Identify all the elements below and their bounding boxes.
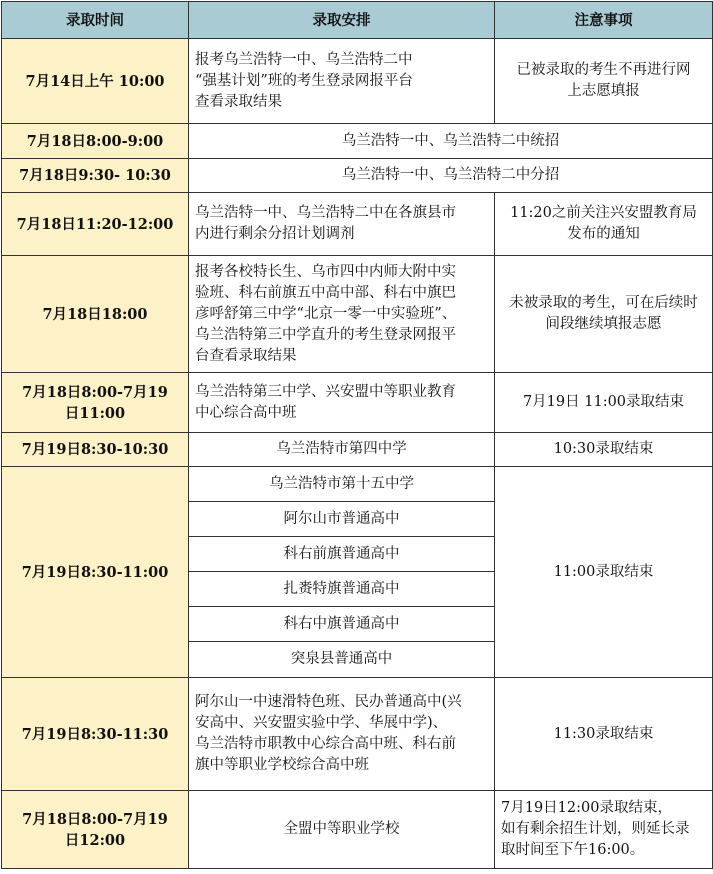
text-line: 乌兰浩特第三中学直升的考生登录网报平 (195, 326, 456, 343)
header-arrangement: 录取安排 (189, 2, 495, 39)
arrangement-cell: 乌兰浩特一中、乌兰浩特二中统招 (189, 124, 713, 159)
table-row (2, 256, 713, 373)
text-line: 台查看录取结果 (195, 347, 297, 364)
table-row (2, 159, 713, 193)
table-row (2, 39, 713, 124)
header-time: 录取时间 (2, 2, 189, 39)
table-row (2, 791, 713, 869)
note-cell (495, 791, 713, 869)
admission-schedule-table (1, 1, 713, 869)
note-cell: 10:30录取结束 (495, 433, 713, 467)
text-line: 乌兰浩特第三中学、兴安盟中等职业教育 (195, 383, 456, 400)
time-cell: 7月19日8:30-10:30 (2, 433, 189, 467)
text-line: 取时间至下午16:00。 (501, 842, 645, 858)
text-line: 如有剩余招生计划，则延长录 (501, 821, 690, 837)
note-cell: 7月19日 11:00录取结束 (495, 373, 713, 433)
text-line: 乌兰浩特一中、乌兰浩特二中在各旗县市 (195, 205, 456, 221)
time-cell (2, 373, 189, 433)
table-row (2, 193, 713, 256)
table-row (2, 678, 713, 791)
note-cell (495, 39, 713, 124)
school-cell: 科右前旗普通高中 (189, 537, 495, 572)
time-cell: 7月18日9:30- 10:30 (2, 159, 189, 193)
text-line: 中心综合高中班 (195, 404, 297, 421)
text-line: 乌兰浩特市职教中心综合高中班、科右前 (195, 736, 456, 752)
school-cell: 科右中旗普通高中 (189, 607, 495, 642)
note-cell (495, 193, 713, 256)
text-line: 上志愿填报 (567, 83, 640, 99)
arrangement-cell (189, 373, 495, 433)
arrangement-cell (189, 39, 495, 124)
text-line: 7月18日8:00-7月19 (22, 383, 168, 401)
text-line: 间段继续填报志愿 (545, 316, 662, 332)
school-cell: 乌兰浩特市第十五中学 (189, 467, 495, 502)
text-line: 阿尔山一中速滑特色班、民办普通高中(兴 (195, 694, 462, 710)
table-row (2, 124, 713, 159)
text-line: 7月18日8:00-7月19 (22, 810, 168, 828)
school-cell: 扎赉特旗普通高中 (189, 572, 495, 607)
note-cell: 11:00录取结束 (495, 467, 713, 678)
note-cell: 11:30录取结束 (495, 678, 713, 791)
header-row (2, 2, 713, 39)
text-line: 彦呼舒第三中学“北京一零一中实验班”、 (195, 305, 457, 322)
text-line: 日12:00 (64, 831, 126, 849)
time-cell: 7月18日8:00-9:00 (2, 124, 189, 159)
text-line: 发布的通知 (567, 226, 640, 242)
text-line: 报考乌兰浩特一中、乌兰浩特二中 (195, 51, 413, 68)
text-line: 未被录取的考生，可在后续时 (509, 295, 698, 311)
arrangement-cell: 全盟中等职业学校 (189, 791, 495, 869)
text-line: 旗中等职业学校综合高中班 (195, 757, 369, 773)
text-line: 11:20之前关注兴安盟教育局 (510, 205, 697, 221)
table-row (2, 467, 713, 502)
time-cell: 7月19日8:30-11:30 (2, 678, 189, 791)
table-row (2, 373, 713, 433)
text-line: 已被录取的考生不再进行网 (516, 62, 691, 78)
arrangement-cell (189, 256, 495, 373)
time-cell: 7月18日11:20-12:00 (2, 193, 189, 256)
arrangement-cell: 乌兰浩特一中、乌兰浩特二中分招 (189, 159, 713, 193)
note-cell (495, 256, 713, 373)
time-cell: 7月14日上午 10:00 (2, 39, 189, 124)
text-line: 日11:00 (64, 404, 126, 422)
school-cell: 突泉县普通高中 (189, 642, 495, 678)
time-cell: 7月19日8:30-11:00 (2, 467, 189, 678)
text-line: 7月19日12:00录取结束， (501, 800, 672, 816)
time-cell (2, 791, 189, 869)
arrangement-cell (189, 678, 495, 791)
school-cell: 阿尔山市普通高中 (189, 502, 495, 537)
text-line: 查看录取结果 (195, 93, 282, 110)
text-line: 内进行剩余分招计划调剂 (195, 226, 355, 242)
arrangement-cell (189, 193, 495, 256)
arrangement-cell: 乌兰浩特市第四中学 (189, 433, 495, 467)
text-line: 验班、科右前旗五中高中部、科右中旗巴 (195, 284, 456, 301)
table-row (2, 433, 713, 467)
time-cell: 7月18日18:00 (2, 256, 189, 373)
text-line: 安高中、兴安盟实验中学、华展中学)、 (195, 715, 448, 731)
text-line: “强基计划”班的考生登录网报平台 (195, 72, 413, 89)
text-line: 报考各校特长生、乌市四中内师大附中实 (195, 263, 456, 280)
header-notes: 注意事项 (495, 2, 713, 39)
